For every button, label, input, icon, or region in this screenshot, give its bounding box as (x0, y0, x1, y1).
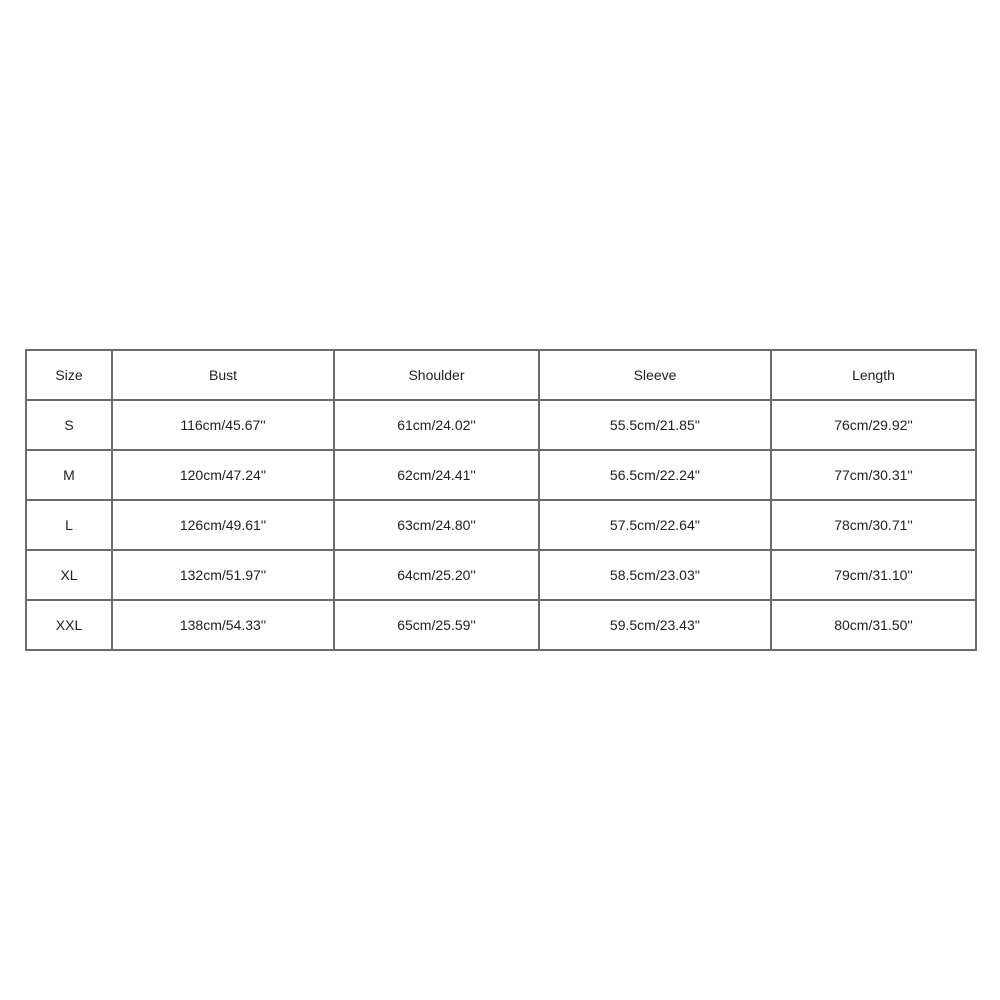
cell-bust: 132cm/51.97'' (112, 550, 334, 600)
table-row (26, 600, 976, 650)
cell-sleeve: 58.5cm/23.03'' (539, 550, 771, 600)
cell-bust: 126cm/49.61'' (112, 500, 334, 550)
header-shoulder: Shoulder (334, 350, 539, 400)
cell-length: 79cm/31.10'' (771, 550, 976, 600)
cell-shoulder: 65cm/25.59'' (334, 600, 539, 650)
table-row (26, 450, 976, 500)
cell-size: L (26, 500, 112, 550)
cell-sleeve: 55.5cm/21.85'' (539, 400, 771, 450)
cell-length: 78cm/30.71'' (771, 500, 976, 550)
table-header-row (26, 350, 976, 400)
cell-sleeve: 56.5cm/22.24'' (539, 450, 771, 500)
header-length: Length (771, 350, 976, 400)
cell-length: 80cm/31.50'' (771, 600, 976, 650)
cell-bust: 120cm/47.24'' (112, 450, 334, 500)
cell-sleeve: 57.5cm/22.64'' (539, 500, 771, 550)
size-chart-table (25, 349, 977, 651)
table-row (26, 550, 976, 600)
cell-bust: 116cm/45.67'' (112, 400, 334, 450)
cell-size: S (26, 400, 112, 450)
cell-size: XL (26, 550, 112, 600)
cell-shoulder: 63cm/24.80'' (334, 500, 539, 550)
cell-length: 76cm/29.92'' (771, 400, 976, 450)
header-bust: Bust (112, 350, 334, 400)
cell-bust: 138cm/54.33'' (112, 600, 334, 650)
header-size: Size (26, 350, 112, 400)
header-sleeve: Sleeve (539, 350, 771, 400)
cell-length: 77cm/30.31'' (771, 450, 976, 500)
table-row (26, 400, 976, 450)
cell-size: M (26, 450, 112, 500)
cell-size: XXL (26, 600, 112, 650)
cell-sleeve: 59.5cm/23.43'' (539, 600, 771, 650)
table-row (26, 500, 976, 550)
cell-shoulder: 61cm/24.02'' (334, 400, 539, 450)
cell-shoulder: 62cm/24.41'' (334, 450, 539, 500)
cell-shoulder: 64cm/25.20'' (334, 550, 539, 600)
